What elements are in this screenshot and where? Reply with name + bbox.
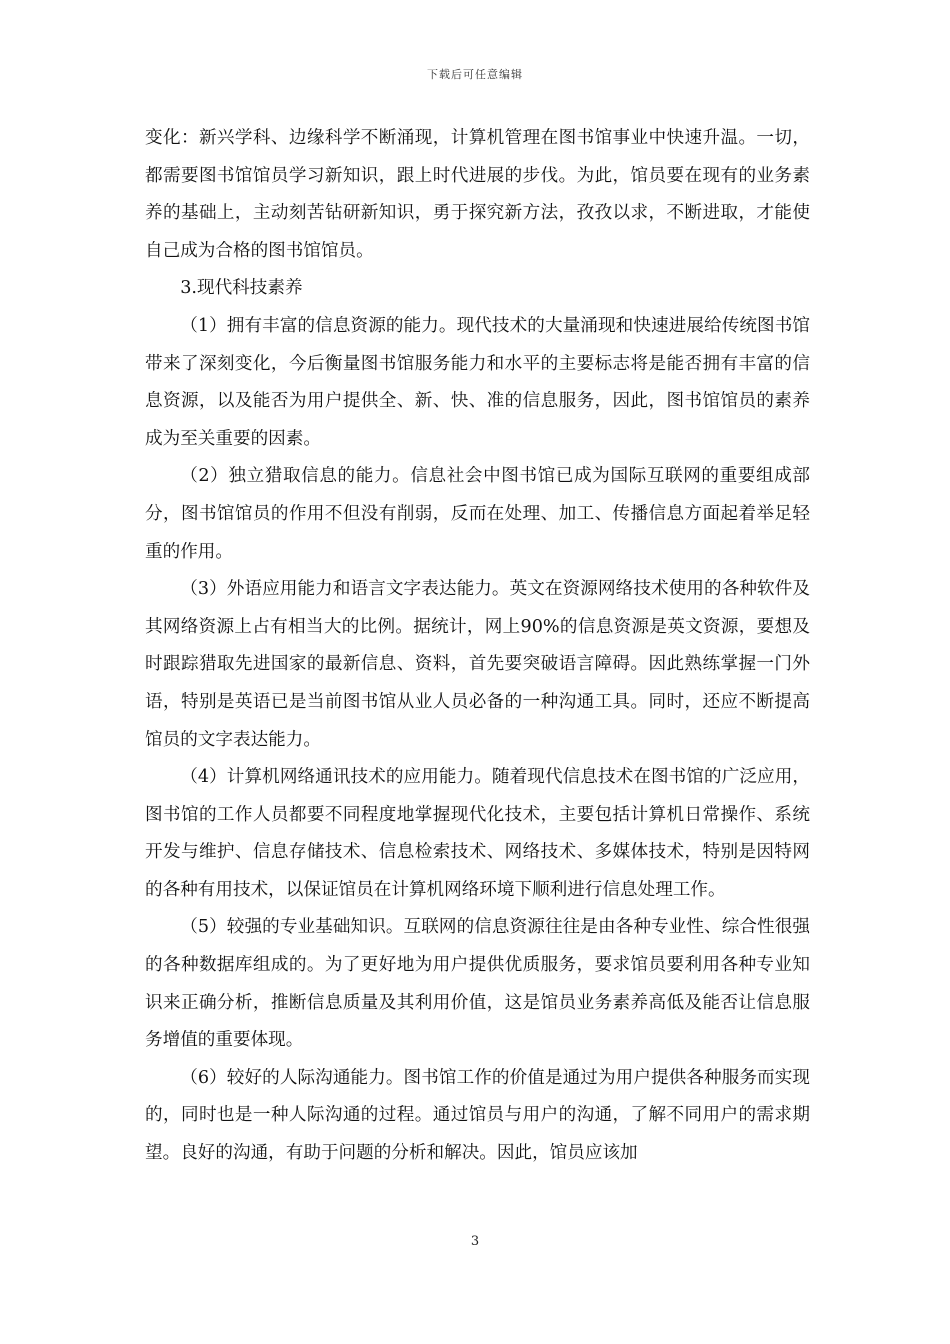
paragraph-1: 变化：新兴学科、边缘科学不断涌现，计算机管理在图书馆事业中快速升温。一切，都需要图书馆馆员学习新知识，跟上时代进展的步伐。为此，馆员要在现有的业务素养的基础上，主动刻苦钻研新知识，勇于探究新方法，孜孜以求，不断进取，才能使自己成为合格的图书馆馆员。 xyxy=(145,128,810,261)
paragraph-item-2: （2）独立猎取信息的能力。信息社会中图书馆已成为国际互联网的重要组成部分，图书馆馆员的作用不但没有削弱，反而在处理、加工、传播信息方面起着举足轻重的作用。 xyxy=(145,466,810,562)
paragraph-item-1: （1）拥有丰富的信息资源的能力。现代技术的大量涌现和快速进展给传统图书馆带来了深刻变化，今后衡量图书馆服务能力和水平的主要标志将是能否拥有丰富的信息资源，以及能否为用户提供全、新、快、准的信息服务，因此，图书馆馆员的素养成为至关重要的因素。 xyxy=(145,315,810,449)
page-number: 3 xyxy=(470,1234,480,1249)
paragraph-item-3: （3）外语应用能力和语言文字表达能力。英文在资源网络技术使用的各种软件及其网络资源上占有相当大的比例。据统计，网上90%的信息资源是英文资源，要想及时跟踪猎取先进国家的最新信息、资料，首先要突破语言障碍。因此熟练掌握一门外语，特别是英语已是当前图书馆从业人员必备的一种沟通工具。同时，还应不断提高馆员的文字表达能力。 xyxy=(145,579,810,750)
document-body xyxy=(145,120,810,1173)
page-header: 下载后可任意编辑 xyxy=(427,68,523,81)
paragraph-item-5: （5）较强的专业基础知识。互联网的信息资源往往是由各种专业性、综合性很强的各种数据库组成的。为了更好地为用户提供优质服务，要求馆员要利用各种专业知识来正确分析，推断信息质量及其利用价值，这是馆员业务素养高低及能否让信息服务增值的重要体现。 xyxy=(145,917,810,1051)
paragraph-item-6: （6）较好的人际沟通能力。图书馆工作的价值是通过为用户提供各种服务而实现的，同时也是一种人际沟通的过程。通过馆员与用户的沟通，了解不同用户的需求期望。良好的沟通，有助于问题的分析和解决。因此，馆员应该加 xyxy=(145,1067,810,1164)
paragraph-item-4: （4）计算机网络通讯技术的应用能力。随着现代信息技术在图书馆的广泛应用，图书馆的工作人员都要不同程度地掌握现代化技术，主要包括计算机日常操作、系统开发与维护、信息存储技术、信息检索技术、网络技术、多媒体技术，特别是因特网的各种有用技术，以保证馆员在计算机网络环境下顺利进行信息处理工作。 xyxy=(145,767,810,900)
section-heading-modern-tech-literacy: 3.现代科技素养 xyxy=(180,278,303,299)
